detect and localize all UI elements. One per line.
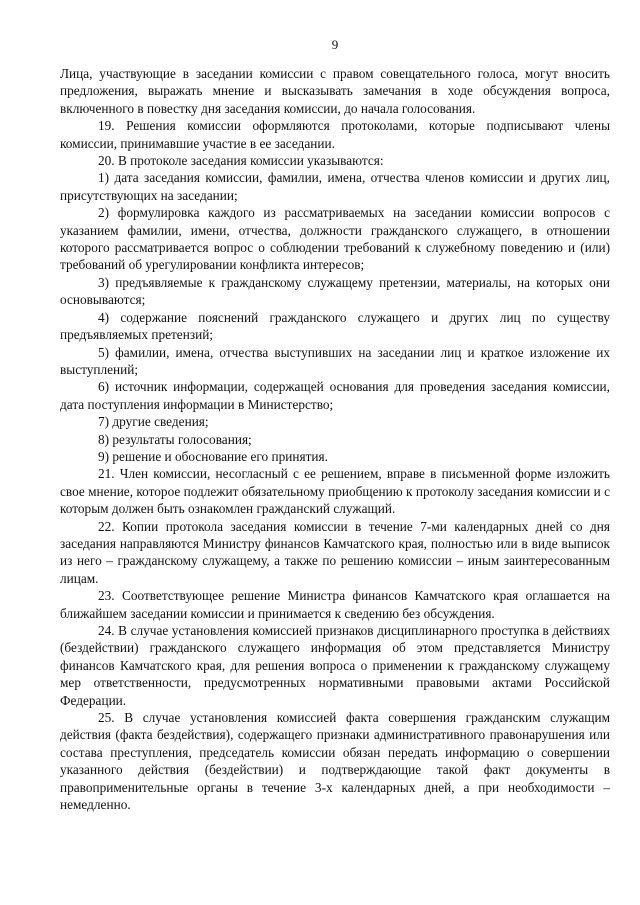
paragraph-20-item-4: 4) содержание пояснений гражданского служащего и других лиц по существу предъявляемых претензий; <box>60 309 610 343</box>
paragraph-continuation: Лица, участвующие в заседании комиссии с правом совещательного голоса, могут вносить предложения, выражать мнение и высказывать замечания в ходе обсуждения вопроса, включенного в повестку дня заседания комиссии, до начала голосования. <box>60 66 610 116</box>
paragraph-24: 24. В случае установления комиссией признаков дисциплинарного проступка в действиях (бездействии) гражданского служащего информация об этом представляется Министру финансов Камчатского края, для решения вопроса о применении к гражданскому служащему мер ответственности, предусмотренных нормативными правовыми актами Российской Федерации. <box>60 623 610 708</box>
paragraph-20-item-2: 2) формулировка каждого из рассматриваемых на заседании комиссии вопросов с указанием фамилии, имени, отчества, должности гражданского служащего, в отношении которого рассматривается вопрос о соблюдении требований к служебному поведению и (или) требований об урегулировании конфликта интересов; <box>60 205 610 273</box>
page-number: 9 <box>331 37 339 52</box>
paragraph-20-item-1: 1) дата заседания комиссии, фамилии, имена, отчества членов комиссии и других лиц, присутствующих на заседании; <box>60 170 610 203</box>
paragraph-21: 21. Член комиссии, несогласный с ее решением, вправе в письменной форме изложить свое мнение, которое подлежит обязательному приобщению к протоколу заседания комиссии и с которым должен быть ознакомлен гражданский служащий. <box>60 466 610 517</box>
document-body <box>60 65 610 813</box>
paragraph-23: 23. Соответствующее решение Министра финансов Камчатского края оглашается на ближайшем заседании комиссии и принимается к сведению без обсуждения. <box>60 588 610 621</box>
paragraph-22: 22. Копии протокола заседания комиссии в течение 7-ми календарных дней со дня заседания направляются Министру финансов Камчатского края, полностью или в виде выписок из него – гражданскому служащему, а также по решению комиссии – иным заинтересованным лицам. <box>60 518 610 586</box>
paragraph-20-item-8: 8) результаты голосования; <box>98 431 252 447</box>
paragraph-20-item-9: 9) решение и обоснование его принятия. <box>98 448 328 464</box>
paragraph-19: 19. Решения комиссии оформляются протоколами, которые подписывают члены комиссии, принимавшие участие в ее заседании. <box>60 118 610 151</box>
paragraph-25: 25. В случае установления комиссией факта совершения гражданским служащим действия (факта бездействия), содержащего признаки административного правонарушения или состава преступления, председатель комиссии обязан передать информацию о совершении указанного действия (бездействии) и подтверждающие такой факт документы в правоприменительные органы в течение 3-х календарных дней, а при необходимости – немедленно. <box>60 710 610 813</box>
paragraph-20-item-6: 6) источник информации, содержащей основания для проведения заседания комиссии, дата поступления информации в Министерство; <box>60 379 610 412</box>
paragraph-20-item-5: 5) фамилии, имена, отчества выступивших на заседании лиц и краткое изложение их выступлений; <box>60 344 610 377</box>
paragraph-20-item-3: 3) предъявляемые к гражданскому служащему претензии, материалы, на которых они основываются; <box>60 274 610 308</box>
paragraph-20-item-7: 7) другие сведения; <box>98 414 209 430</box>
paragraph-20: 20. В протоколе заседания комиссии указываются: <box>98 153 384 169</box>
